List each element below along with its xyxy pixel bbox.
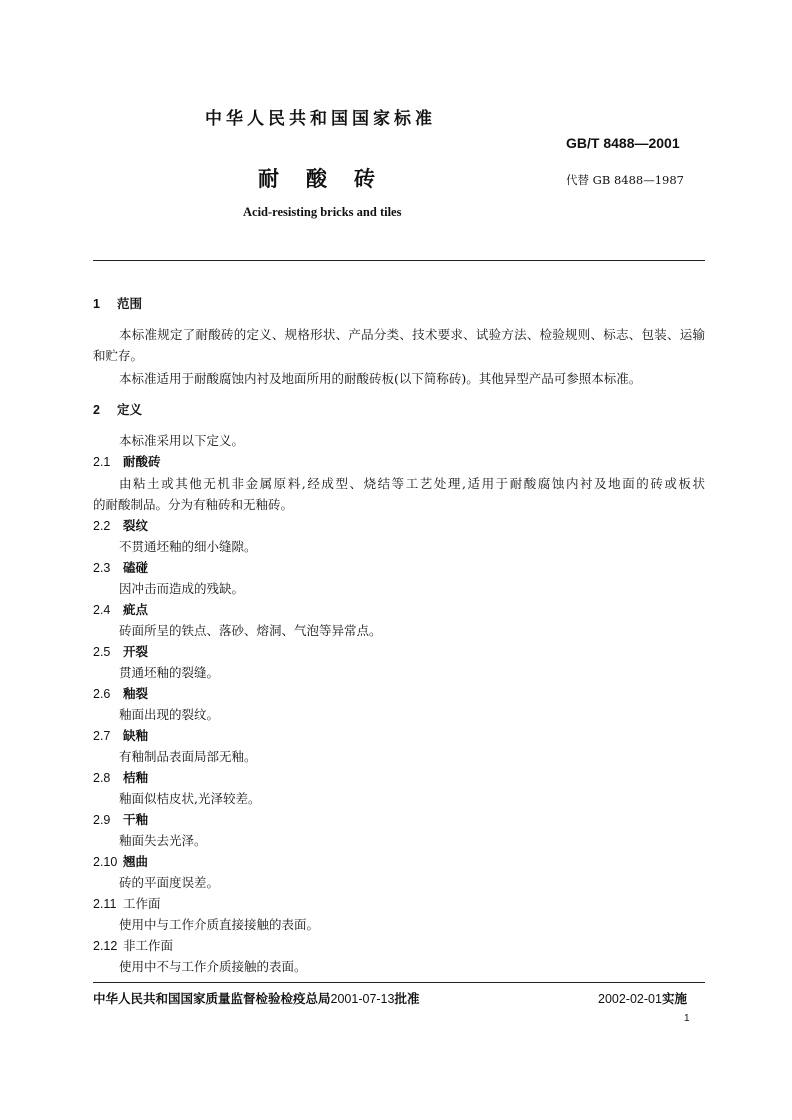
footer-divider — [93, 982, 705, 983]
scope-paragraph-1-line-1: 本标准规定了耐酸砖的定义、规格形状、产品分类、技术要求、试验方法、检验规则、标志、包装、运输 — [119, 327, 705, 342]
definition-text: 有釉制品表面局部无釉。 — [119, 749, 257, 764]
definition-heading — [93, 644, 148, 660]
definition-heading — [93, 454, 161, 470]
definition-number: 2.9 — [93, 813, 111, 827]
approval-line — [93, 989, 419, 1007]
definition-text: 砖面所呈的铁点、落砂、熔洞、气泡等异常点。 — [119, 623, 382, 638]
definition-heading — [93, 938, 173, 954]
definition-text: 不贯通坯釉的细小缝隙。 — [119, 539, 257, 554]
definition-heading — [93, 518, 148, 534]
approval-date: 2001-07-13 — [330, 992, 395, 1006]
scope-paragraph-1-line-2: 和贮存。 — [93, 348, 144, 363]
definition-text-line-1: 由粘土或其他无机非金属原料,经成型、烧结等工艺处理,适用于耐酸腐蚀内衬及地面的砖或板状 — [119, 476, 705, 491]
definition-heading — [93, 560, 148, 576]
definition-term: 桔釉 — [123, 770, 149, 785]
definition-number: 2.2 — [93, 519, 111, 533]
definition-term: 釉裂 — [123, 686, 149, 701]
standard-code: GB/T 8488—2001 — [566, 135, 680, 151]
definition-text: 因冲击而造成的残缺。 — [119, 581, 245, 596]
definition-term: 工作面 — [123, 896, 161, 911]
definition-heading — [93, 728, 148, 744]
section-2-heading — [93, 402, 142, 418]
definition-number: 2.6 — [93, 687, 111, 701]
definition-text: 贯通坯釉的裂缝。 — [119, 665, 220, 680]
definition-term: 疵点 — [123, 602, 149, 617]
definition-term: 非工作面 — [123, 938, 174, 953]
effective-date: 2002-02-01 — [598, 992, 662, 1006]
effective-suffix: 实施 — [661, 991, 687, 1006]
definition-heading — [93, 854, 148, 870]
definition-heading — [93, 602, 148, 618]
definitions-intro: 本标准采用以下定义。 — [119, 433, 245, 448]
section-title: 范围 — [117, 296, 143, 311]
section-number: 1 — [93, 297, 100, 311]
section-number: 2 — [93, 403, 100, 417]
replaces-note: 代替 GB 8488—1987 — [566, 173, 684, 187]
definition-term: 翘曲 — [123, 854, 149, 869]
definition-number: 2.7 — [93, 729, 111, 743]
definition-text: 釉面出现的裂纹。 — [119, 707, 220, 722]
definition-term: 耐酸砖 — [123, 454, 161, 469]
definition-number: 2.8 — [93, 771, 111, 785]
definition-heading — [93, 686, 148, 702]
document-title: 耐酸砖 — [258, 166, 402, 191]
definition-heading — [93, 896, 161, 912]
approval-org: 中华人民共和国国家质量监督检验检疫总局 — [93, 991, 331, 1006]
definition-number: 2.12 — [93, 939, 118, 953]
definition-text-line-2: 的耐酸制品。分为有釉砖和无釉砖。 — [93, 497, 294, 512]
approval-suffix: 批准 — [394, 991, 420, 1006]
definition-text: 使用中不与工作介质接触的表面。 — [119, 959, 307, 974]
definition-number: 2.11 — [93, 897, 117, 911]
definition-heading — [93, 812, 148, 828]
definition-term: 裂纹 — [123, 518, 149, 533]
definition-number: 2.3 — [93, 561, 111, 575]
definition-number: 2.1 — [93, 455, 111, 469]
definition-text: 釉面失去光泽。 — [119, 833, 207, 848]
header-divider — [93, 260, 705, 261]
definition-term: 磕碰 — [123, 560, 149, 575]
section-title: 定义 — [117, 402, 143, 417]
definition-number: 2.5 — [93, 645, 111, 659]
definition-term: 开裂 — [123, 644, 149, 659]
page-number: 1 — [684, 1013, 690, 1024]
section-1-heading — [93, 296, 142, 312]
definition-text: 釉面似桔皮状,光泽较差。 — [119, 791, 261, 806]
definition-text: 砖的平面度误差。 — [119, 875, 220, 890]
definition-text: 使用中与工作介质直接接触的表面。 — [119, 917, 320, 932]
definition-term: 干釉 — [123, 812, 149, 827]
definition-term: 缺釉 — [123, 728, 149, 743]
definition-number: 2.4 — [93, 603, 111, 617]
standard-title: 中华人民共和国国家标准 — [205, 109, 436, 129]
definition-heading — [93, 770, 148, 786]
definition-number: 2.10 — [93, 855, 118, 869]
effective-line — [598, 989, 687, 1007]
english-title: Acid-resisting bricks and tiles — [243, 205, 402, 219]
scope-paragraph-2: 本标准适用于耐酸腐蚀内衬及地面所用的耐酸砖板(以下简称砖)。其他异型产品可参照本标准。 — [119, 371, 642, 386]
